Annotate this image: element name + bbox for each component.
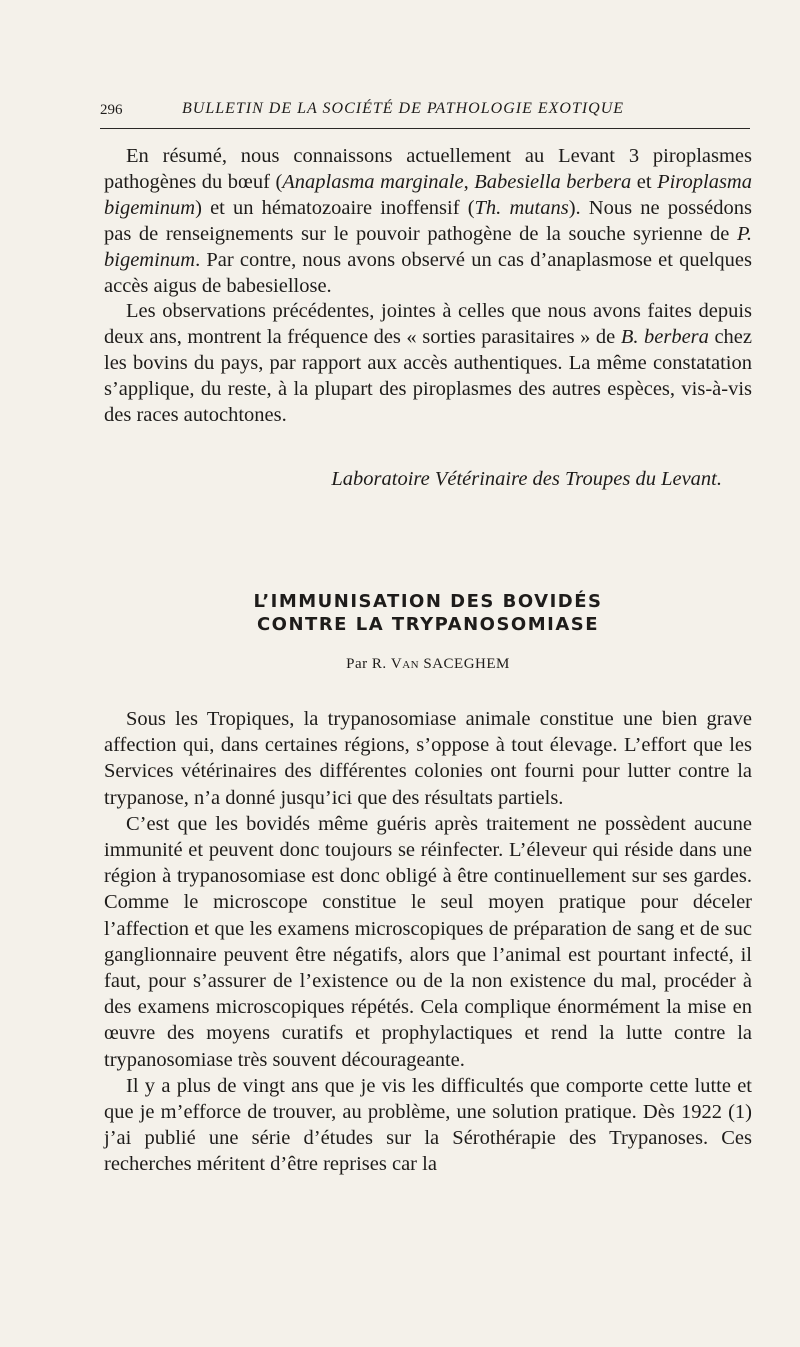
italic-term: Anaplasma marginale [282,170,464,193]
byline-prefix: Par R. [346,656,391,672]
article-paragraph-3: Il y a plus de vingt ans que je vis les difficultés que comporte cette lutte et que je m’efforce de trouver, au problème, une solution pratique. Dès 1922 (1) j’ai publié une série d’études sur la Sérothérapie des Trypanoses. Ces recherches méritent d’être reprises car la [104,1074,752,1176]
article-paragraph-1: Sous les Tropiques, la trypanosomiase animale constitue une bien grave affection qui, dans certaines régions, s’oppose à tout élevage. L’effort que les Services vétérinaires des différentes colonies ont fourni pour lutter contre la trypanose, n’a donné jusqu’ici que des résultats partiels. [104,708,752,809]
laboratory-signoff: Laboratoire Vétérinaire des Troupes du Levant. [331,468,722,490]
italic-term: Piroplasma bigeminum [104,170,752,219]
byline-van: Van [390,656,420,672]
section1-body [104,144,752,429]
page-number: 296 [100,102,123,118]
article-title-line-1: L’IMMUNISATION DES BOVIDÉS [253,591,603,612]
running-title: BULLETIN DE LA SOCIÉTÉ DE PATHOLOGIE EXOTIQUE [182,100,625,117]
italic-term: B. berbera [620,326,709,349]
article-body [104,706,752,1178]
italic-term: Babesiella berbera [474,170,632,193]
article-title-line-2: CONTRE LA TRYPANOSOMIASE [256,614,600,635]
page-header [100,100,750,129]
article-byline [104,656,752,673]
byline-name: SACEGHEM [419,656,510,672]
section1-paragraph-2: Les observations précédentes, jointes à celles que nous avons faites depuis deux ans, montrent la fréquence des « sorties parasitaires » de B. berbera chez les bovins du pays, par rapport aux accès authentiques. La même constatation s’applique, du reste, à la plupart des piroplasmes des autres espèces, vis-à-vis des races autochtones. [104,300,753,427]
article-paragraph-2: C’est que les bovidés même guéris après traitement ne possèdent aucune immunité et peuvent donc toujours se réinfecter. L’éleveur qui réside dans une région à trypanosomiase est donc obligé à être continuellement sur ses gardes. Comme le microscope constitue le seul moyen pratique pour déceler l’affection et que les examens microscopiques de préparation de sang et de suc ganglionnaire peuvent être négatifs, alors que l’animal est pourtant infecté, il faut, pour s’assurer de l’existence ou de la non existence du mal, procéder à des examens microscopiques répétés. Cela complique énormément la mise en œuvre des moyens curatifs et prophylactiques et rend la lutte contre la trypanosomiase très souvent décourageante. [104,812,752,1071]
italic-term: P. bigeminum [104,222,752,271]
italic-term: Th. mutans [474,196,569,219]
section1-paragraph-1: En résumé, nous connaissons actuellement au Levant 3 piroplasmes pathogènes du bœuf (Anaplasma marginale, Babesiella berbera et Piroplasma bigeminum) et un hématozoaire inoffensif (Th. mutans). Nous ne possédons pas de renseignements sur le pouvoir pathogène de la souche syrienne de P. bigeminum. Par contre, nous avons observé un cas d’anaplasmose et quelques accès aigus de babesiellose. [104,145,752,297]
